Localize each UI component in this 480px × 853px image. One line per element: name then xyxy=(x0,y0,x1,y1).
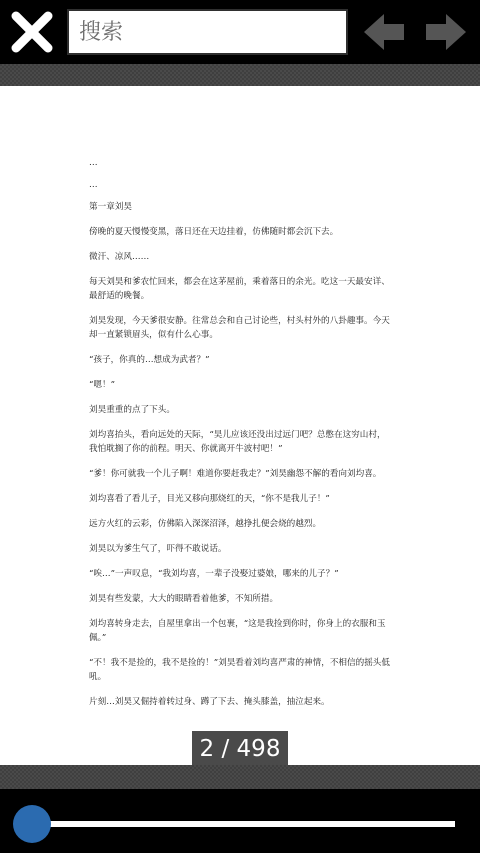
page-slider-thumb[interactable] xyxy=(13,805,51,843)
paragraph: 刘均喜抬头，看向远处的天际，“昊儿应该还没出过远门吧？总憋在这穷山村，我怕耽搁了你的前程。明天、你就离开牛波村吧！” xyxy=(89,430,386,454)
paragraph: … xyxy=(89,158,98,168)
close-button[interactable] xyxy=(8,10,56,54)
paragraph: 傍晚的夏天慢慢变黑，落日还在天边挂着，仿佛随时都会沉下去。 xyxy=(89,227,339,237)
arrow-left-icon xyxy=(360,10,408,54)
arrow-right-icon xyxy=(422,10,470,54)
next-result-button[interactable] xyxy=(422,10,470,54)
chapter-title: 第一章刘昊 xyxy=(89,202,132,212)
paragraph: 刘均喜看了看儿子，目光又移向那烧红的天，“你不是我儿子！” xyxy=(89,494,330,504)
top-toolbar xyxy=(0,0,480,64)
paragraph: “孩子，你真的…想成为武者？” xyxy=(89,355,210,365)
paragraph: “唉…”一声叹息，“我刘均喜，一辈子没娶过婆娘，哪来的儿子？” xyxy=(89,569,339,579)
paragraph: 刘昊重重的点了下头。 xyxy=(89,405,175,415)
paragraph: 片刻…刘昊又倔持着转过身、蹲了下去、掩头膝盖，抽泣起来。 xyxy=(89,697,330,707)
page-slider-track[interactable] xyxy=(30,821,455,827)
paragraph: 刘昊有些发蒙，大大的眼睛看着他爹，不知所措。 xyxy=(89,594,279,604)
paragraph: 每天刘昊和爹农忙回来，都会在这茅屋前，乘着落日的余光。吃这一天最安详、最舒适的晚餐。 xyxy=(89,277,390,301)
paragraph: 刘均喜转身走去，自屋里拿出一个包裹，“这是我捡到你时，你身上的衣服和玉佩。” xyxy=(89,619,386,643)
page-indicator: 2 / 498 xyxy=(192,731,288,767)
paragraph: 刘昊发现，今天爹很安静。往常总会和自己讨论些，村头村外的八卦趣事。今天却一直紧锁眉头，似有什么心事。 xyxy=(89,316,390,340)
paragraph: 刘昊以为爹生气了，吓得不敢说话。 xyxy=(89,544,227,554)
paragraph: “爹！你可就我一个儿子啊！难道你要赶我走？”刘昊幽怨不解的看向刘均喜。 xyxy=(89,469,382,479)
page-text xyxy=(89,156,391,720)
close-icon xyxy=(8,10,56,54)
document-page[interactable] xyxy=(0,86,480,765)
paragraph: 远方火红的云彩，仿佛陷入深深沼泽，越挣扎便会烧的越烈。 xyxy=(89,519,322,529)
bottom-texture-strip xyxy=(0,765,480,789)
search-input[interactable] xyxy=(69,11,346,53)
paragraph: “嗯！” xyxy=(89,380,115,390)
paragraph: 微汗、凉风…… xyxy=(89,252,150,262)
search-box[interactable] xyxy=(67,9,348,55)
paragraph: … xyxy=(89,180,98,190)
top-texture-strip xyxy=(0,64,480,86)
paragraph: “不！我不是捡的，我不是捡的！”刘昊看着刘均喜严肃的神情，不相信的摇头低吼。 xyxy=(89,658,390,682)
previous-result-button[interactable] xyxy=(360,10,408,54)
